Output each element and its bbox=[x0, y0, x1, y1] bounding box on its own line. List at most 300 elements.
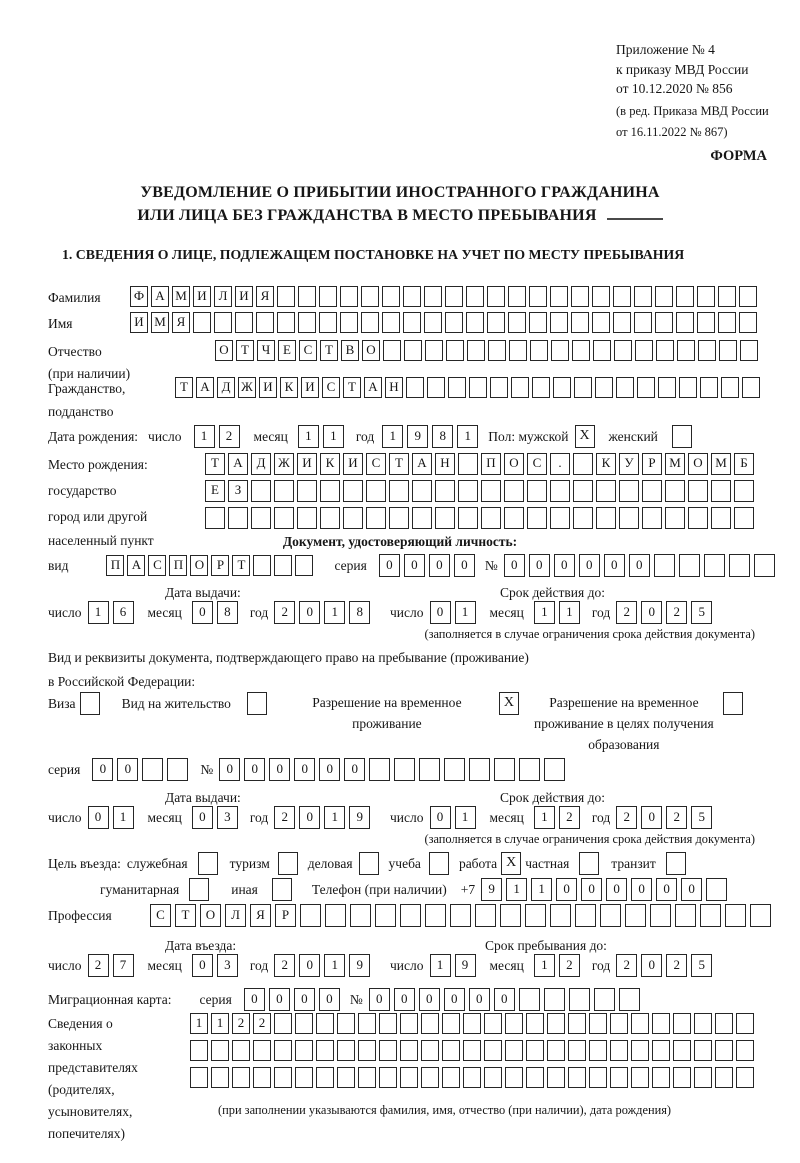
char-cell bbox=[509, 340, 527, 361]
char-cell: Ж bbox=[238, 377, 256, 398]
char-cell: Д bbox=[217, 377, 235, 398]
char-cell: 0 bbox=[656, 878, 677, 901]
char-cell: 0 bbox=[454, 554, 475, 577]
migration-card-label: Миграционная карта: bbox=[48, 991, 172, 1007]
char-cell bbox=[568, 1067, 586, 1088]
residence-valid-date-row bbox=[390, 806, 716, 829]
char-cell bbox=[721, 377, 739, 398]
char-cell bbox=[325, 904, 346, 927]
entry-day-cells bbox=[88, 954, 138, 977]
entry-date-heading: Дата въезда: bbox=[165, 938, 237, 953]
char-cell bbox=[412, 507, 432, 529]
char-cell bbox=[655, 312, 673, 333]
char-cell bbox=[665, 480, 685, 502]
entry-year-label: год bbox=[249, 957, 269, 973]
char-cell bbox=[316, 1040, 334, 1061]
sex-female-label: женский bbox=[608, 428, 658, 444]
residence-issue-year-label: год bbox=[249, 809, 269, 825]
identity-valid-day-label: число bbox=[390, 604, 424, 620]
char-cell: 1 bbox=[455, 806, 476, 829]
char-cell: 0 bbox=[294, 758, 315, 781]
temp-residence-checkbox: X bbox=[499, 692, 519, 715]
char-cell bbox=[573, 507, 593, 529]
char-cell bbox=[547, 1013, 565, 1034]
stay-day-cells bbox=[430, 954, 480, 977]
char-cell bbox=[568, 1013, 586, 1034]
char-cell: И bbox=[193, 286, 211, 307]
char-cell bbox=[544, 758, 565, 781]
char-cell bbox=[613, 286, 631, 307]
char-cell bbox=[435, 507, 455, 529]
char-cell bbox=[694, 1040, 712, 1061]
birth-place-label: Место рождения: bbox=[48, 457, 148, 472]
representatives-cells-row3 bbox=[190, 1067, 757, 1088]
char-cell bbox=[424, 286, 442, 307]
char-cell bbox=[442, 1013, 460, 1034]
char-cell bbox=[631, 1067, 649, 1088]
char-cell: 0 bbox=[554, 554, 575, 577]
char-cell bbox=[676, 286, 694, 307]
char-cell bbox=[571, 286, 589, 307]
char-cell bbox=[419, 758, 440, 781]
purpose-second-row bbox=[100, 878, 731, 901]
char-cell bbox=[350, 904, 371, 927]
identity-issue-day-label: число bbox=[48, 604, 82, 620]
char-cell: 0 bbox=[92, 758, 113, 781]
requisite-line: от 10.12.2020 № 856 bbox=[616, 81, 733, 96]
identity-valid-year-cells bbox=[616, 601, 716, 624]
char-cell: 2 bbox=[616, 954, 637, 977]
char-cell: 0 bbox=[494, 988, 515, 1011]
identity-valid-month-label: месяц bbox=[489, 604, 524, 620]
visa-label: Виза bbox=[48, 696, 76, 711]
stay-day-label: число bbox=[390, 957, 424, 973]
char-cell bbox=[519, 758, 540, 781]
char-cell: Ж bbox=[274, 453, 294, 475]
order-requisites-block bbox=[616, 40, 769, 141]
char-cell bbox=[481, 480, 501, 502]
char-cell bbox=[568, 1040, 586, 1061]
char-cell bbox=[600, 904, 621, 927]
representatives-label-line1: Сведения о bbox=[48, 1016, 113, 1031]
char-cell: 1 bbox=[323, 425, 344, 448]
char-cell: 3 bbox=[217, 954, 238, 977]
residence-valid-day-cells bbox=[430, 806, 480, 829]
char-cell: 2 bbox=[253, 1013, 271, 1034]
char-cell: 0 bbox=[581, 878, 602, 901]
purpose-tourism-checkbox bbox=[278, 852, 298, 875]
patronymic-sublabel: (при наличии) bbox=[48, 366, 131, 381]
residence-valid-month-label: месяц bbox=[489, 809, 524, 825]
identity-doc-row bbox=[48, 554, 779, 577]
char-cell bbox=[425, 340, 443, 361]
char-cell bbox=[458, 507, 478, 529]
char-cell: 0 bbox=[604, 554, 625, 577]
char-cell bbox=[400, 904, 421, 927]
char-cell bbox=[481, 507, 501, 529]
char-cell bbox=[573, 480, 593, 502]
char-cell bbox=[547, 1067, 565, 1088]
residence-doc-line2: в Российской Федерации: bbox=[48, 674, 196, 689]
migration-card-row bbox=[48, 988, 644, 1011]
birth-month-cells bbox=[298, 425, 348, 448]
char-cell bbox=[551, 340, 569, 361]
residence-doc-options-row bbox=[48, 692, 743, 755]
char-cell: 1 bbox=[88, 601, 109, 624]
char-cell bbox=[463, 1067, 481, 1088]
char-cell: И bbox=[343, 453, 363, 475]
form-title-line2: ИЛИ ЛИЦА БЕЗ ГРАЖДАНСТВА В МЕСТО ПРЕБЫВАНИЯ bbox=[0, 204, 800, 227]
char-cell: 2 bbox=[88, 954, 109, 977]
entry-year-cells bbox=[274, 954, 374, 977]
stay-until-heading: Срок пребывания до: bbox=[485, 938, 607, 953]
char-cell: Т bbox=[205, 453, 225, 475]
residence-issue-month-cells bbox=[192, 806, 242, 829]
char-cell: 1 bbox=[534, 601, 555, 624]
phone-prefix: +7 bbox=[460, 881, 476, 897]
char-cell bbox=[298, 312, 316, 333]
stay-month-cells bbox=[534, 954, 584, 977]
char-cell bbox=[711, 507, 731, 529]
char-cell bbox=[475, 904, 496, 927]
entry-purpose-label: Цель въезда: bbox=[48, 855, 121, 871]
char-cell: 2 bbox=[666, 954, 687, 977]
char-cell bbox=[358, 1013, 376, 1034]
char-cell bbox=[484, 1013, 502, 1034]
char-cell: Е bbox=[278, 340, 296, 361]
birth-day-label: число bbox=[148, 428, 182, 444]
phone-label: Телефон (при наличии) bbox=[311, 881, 447, 897]
char-cell bbox=[375, 904, 396, 927]
char-cell bbox=[725, 904, 746, 927]
char-cell bbox=[596, 507, 616, 529]
char-cell bbox=[610, 1013, 628, 1034]
char-cell: 1 bbox=[194, 425, 215, 448]
char-cell: . bbox=[550, 453, 570, 475]
char-cell: Н bbox=[385, 377, 403, 398]
char-cell bbox=[379, 1067, 397, 1088]
char-cell bbox=[337, 1013, 355, 1034]
char-cell bbox=[274, 1013, 292, 1034]
char-cell bbox=[575, 904, 596, 927]
char-cell: А bbox=[412, 453, 432, 475]
char-cell: 0 bbox=[369, 988, 390, 1011]
char-cell bbox=[458, 453, 478, 475]
char-cell: Е bbox=[205, 480, 225, 502]
residence-issue-heading: Дата выдачи: bbox=[165, 790, 241, 805]
entry-date-row bbox=[48, 954, 374, 977]
char-cell bbox=[337, 1067, 355, 1088]
residence-series-cells bbox=[92, 758, 192, 781]
char-cell bbox=[697, 286, 715, 307]
char-cell bbox=[400, 1013, 418, 1034]
char-cell bbox=[382, 286, 400, 307]
entry-purpose-row bbox=[48, 852, 686, 875]
char-cell: 2 bbox=[666, 601, 687, 624]
char-cell: С bbox=[148, 555, 166, 576]
char-cell bbox=[484, 1040, 502, 1061]
char-cell: В bbox=[341, 340, 359, 361]
purpose-official-label: служебная bbox=[126, 855, 188, 871]
char-cell bbox=[619, 480, 639, 502]
identity-kind-label: вид bbox=[48, 557, 69, 573]
char-cell bbox=[594, 988, 615, 1011]
char-cell: И bbox=[130, 312, 148, 333]
birth-place-cells-row1 bbox=[205, 453, 757, 475]
char-cell bbox=[277, 312, 295, 333]
char-cell bbox=[211, 1040, 229, 1061]
char-cell bbox=[403, 312, 421, 333]
char-cell bbox=[706, 878, 727, 901]
char-cell bbox=[652, 1067, 670, 1088]
char-cell: 0 bbox=[219, 758, 240, 781]
char-cell bbox=[383, 340, 401, 361]
char-cell bbox=[508, 286, 526, 307]
purpose-tourism-label: туризм bbox=[229, 855, 270, 871]
char-cell: О bbox=[190, 555, 208, 576]
char-cell bbox=[316, 1013, 334, 1034]
char-cell bbox=[688, 480, 708, 502]
char-cell bbox=[631, 1040, 649, 1061]
char-cell: 0 bbox=[299, 954, 320, 977]
char-cell bbox=[634, 312, 652, 333]
char-cell bbox=[445, 312, 463, 333]
char-cell bbox=[256, 312, 274, 333]
profession-label: Профессия bbox=[48, 908, 112, 923]
citizenship-label: Гражданство, bbox=[48, 381, 126, 396]
char-cell: С bbox=[527, 453, 547, 475]
char-cell: Р bbox=[211, 555, 229, 576]
representatives-label-line6: попечителях) bbox=[48, 1126, 125, 1141]
residence-issue-date-row bbox=[48, 806, 374, 829]
birth-year-label: год bbox=[355, 428, 375, 444]
char-cell bbox=[635, 340, 653, 361]
char-cell bbox=[658, 377, 676, 398]
char-cell bbox=[742, 377, 760, 398]
residence-issue-month-label: месяц bbox=[147, 809, 182, 825]
title-underline bbox=[607, 218, 663, 220]
form-title-line1: УВЕДОМЛЕНИЕ О ПРИБЫТИИ ИНОСТРАННОГО ГРАЖДАНИНА bbox=[140, 184, 660, 201]
char-cell: 0 bbox=[429, 554, 450, 577]
char-cell: 0 bbox=[504, 554, 525, 577]
char-cell bbox=[700, 904, 721, 927]
char-cell bbox=[369, 758, 390, 781]
char-cell: 3 bbox=[217, 806, 238, 829]
migration-number-cells bbox=[369, 988, 644, 1011]
char-cell: 1 bbox=[190, 1013, 208, 1034]
char-cell: Л bbox=[225, 904, 246, 927]
char-cell: 0 bbox=[244, 758, 265, 781]
char-cell bbox=[358, 1040, 376, 1061]
residence-valid-year-label: год bbox=[591, 809, 611, 825]
char-cell bbox=[487, 286, 505, 307]
char-cell bbox=[550, 312, 568, 333]
char-cell bbox=[519, 988, 540, 1011]
char-cell bbox=[529, 312, 547, 333]
char-cell bbox=[361, 286, 379, 307]
char-cell bbox=[642, 480, 662, 502]
char-cell: 0 bbox=[444, 988, 465, 1011]
given-name-cells bbox=[130, 312, 760, 333]
char-cell bbox=[616, 377, 634, 398]
char-cell bbox=[592, 312, 610, 333]
char-cell bbox=[316, 1067, 334, 1088]
char-cell bbox=[500, 904, 521, 927]
residence-valid-note: (заполняется в случае ограничения срока действия документа) bbox=[424, 832, 755, 846]
char-cell bbox=[740, 340, 758, 361]
purpose-private-checkbox bbox=[579, 852, 599, 875]
char-cell bbox=[739, 312, 757, 333]
char-cell bbox=[277, 286, 295, 307]
char-cell bbox=[550, 904, 571, 927]
char-cell bbox=[389, 507, 409, 529]
char-cell: М bbox=[711, 453, 731, 475]
char-cell bbox=[589, 1067, 607, 1088]
char-cell bbox=[569, 988, 590, 1011]
char-cell: 0 bbox=[641, 954, 662, 977]
char-cell: 1 bbox=[298, 425, 319, 448]
char-cell: 0 bbox=[269, 758, 290, 781]
char-cell bbox=[550, 480, 570, 502]
char-cell bbox=[698, 340, 716, 361]
char-cell: С bbox=[150, 904, 171, 927]
phone-cells bbox=[481, 878, 731, 901]
char-cell bbox=[688, 507, 708, 529]
char-cell: 1 bbox=[531, 878, 552, 901]
purpose-private-label: частная bbox=[525, 855, 570, 871]
char-cell bbox=[504, 480, 524, 502]
identity-issue-date-row bbox=[48, 601, 374, 624]
char-cell bbox=[274, 1040, 292, 1061]
char-cell bbox=[232, 1040, 250, 1061]
requisite-line: Приложение № 4 bbox=[616, 42, 715, 57]
char-cell: 0 bbox=[430, 601, 451, 624]
char-cell: О bbox=[504, 453, 524, 475]
char-cell: 0 bbox=[192, 954, 213, 977]
char-cell: 7 bbox=[113, 954, 134, 977]
char-cell: П bbox=[169, 555, 187, 576]
stay-month-label: месяц bbox=[489, 957, 524, 973]
char-cell: 9 bbox=[349, 954, 370, 977]
purpose-work-checkbox: X bbox=[501, 852, 521, 875]
char-cell: 0 bbox=[469, 988, 490, 1011]
stay-until-row bbox=[390, 954, 716, 977]
char-cell: 2 bbox=[666, 806, 687, 829]
char-cell: 0 bbox=[192, 806, 213, 829]
char-cell bbox=[211, 1067, 229, 1088]
char-cell bbox=[400, 1040, 418, 1061]
migration-series-cells bbox=[244, 988, 344, 1011]
char-cell: У bbox=[619, 453, 639, 475]
identity-issue-heading: Дата выдачи: bbox=[165, 585, 241, 600]
char-cell: М bbox=[151, 312, 169, 333]
stay-year-cells bbox=[616, 954, 716, 977]
char-cell bbox=[610, 1040, 628, 1061]
char-cell bbox=[655, 286, 673, 307]
char-cell bbox=[700, 377, 718, 398]
residence-permit-label: Вид на жительство bbox=[121, 696, 231, 711]
char-cell bbox=[450, 904, 471, 927]
char-cell bbox=[736, 1013, 754, 1034]
birth-month-label: месяц bbox=[253, 428, 288, 444]
char-cell bbox=[652, 1040, 670, 1061]
identity-issue-month-cells bbox=[192, 601, 242, 624]
char-cell: М bbox=[172, 286, 190, 307]
char-cell bbox=[526, 1040, 544, 1061]
char-cell bbox=[366, 480, 386, 502]
identity-number-label: № bbox=[484, 557, 498, 573]
char-cell bbox=[340, 312, 358, 333]
char-cell bbox=[425, 904, 446, 927]
char-cell: 8 bbox=[217, 601, 238, 624]
char-cell: Ч bbox=[257, 340, 275, 361]
char-cell: С bbox=[299, 340, 317, 361]
residence-doc-line1: Вид и реквизиты документа, подтверждающего право на пребывание (проживание) bbox=[48, 650, 529, 665]
char-cell bbox=[718, 312, 736, 333]
char-cell bbox=[190, 1067, 208, 1088]
char-cell: П bbox=[106, 555, 124, 576]
entry-day-label: число bbox=[48, 957, 82, 973]
char-cell bbox=[634, 286, 652, 307]
char-cell: 0 bbox=[299, 601, 320, 624]
char-cell: 0 bbox=[579, 554, 600, 577]
char-cell bbox=[571, 312, 589, 333]
char-cell: 1 bbox=[324, 601, 345, 624]
char-cell: 1 bbox=[506, 878, 527, 901]
identity-issue-day-cells bbox=[88, 601, 138, 624]
requisite-line: к приказу МВД России bbox=[616, 61, 749, 77]
requisite-edit-line: от 16.11.2022 № 867) bbox=[616, 124, 728, 139]
char-cell bbox=[167, 758, 188, 781]
char-cell: 0 bbox=[404, 554, 425, 577]
char-cell: Т bbox=[232, 555, 250, 576]
representatives-label-line3: представителях bbox=[48, 1060, 138, 1075]
char-cell: 1 bbox=[457, 425, 478, 448]
char-cell bbox=[251, 480, 271, 502]
birth-place-city-label1: город или другой bbox=[48, 509, 148, 524]
patronymic-cells bbox=[215, 340, 761, 361]
purpose-business-label: деловая bbox=[307, 855, 353, 871]
char-cell: 0 bbox=[244, 988, 265, 1011]
char-cell bbox=[527, 480, 547, 502]
char-cell bbox=[337, 1040, 355, 1061]
char-cell: А bbox=[228, 453, 248, 475]
birth-place-city-label2: населенный пункт bbox=[48, 533, 154, 548]
char-cell: Т bbox=[389, 453, 409, 475]
entry-month-label: месяц bbox=[147, 957, 182, 973]
char-cell bbox=[274, 1067, 292, 1088]
residence-series-label: серия bbox=[48, 761, 81, 777]
char-cell bbox=[589, 1040, 607, 1061]
char-cell bbox=[704, 554, 725, 577]
char-cell bbox=[665, 507, 685, 529]
char-cell: 5 bbox=[691, 954, 712, 977]
char-cell bbox=[589, 1013, 607, 1034]
char-cell: 1 bbox=[559, 601, 580, 624]
char-cell bbox=[625, 904, 646, 927]
char-cell: И bbox=[259, 377, 277, 398]
char-cell bbox=[715, 1013, 733, 1034]
char-cell: Я bbox=[256, 286, 274, 307]
birth-date-label: Дата рождения: bbox=[48, 428, 139, 444]
char-cell: 1 bbox=[534, 806, 555, 829]
char-cell: Т bbox=[236, 340, 254, 361]
char-cell: 1 bbox=[382, 425, 403, 448]
residence-issue-year-cells bbox=[274, 806, 374, 829]
char-cell bbox=[505, 1013, 523, 1034]
birth-place-cells-row2 bbox=[205, 480, 757, 502]
char-cell bbox=[343, 507, 363, 529]
